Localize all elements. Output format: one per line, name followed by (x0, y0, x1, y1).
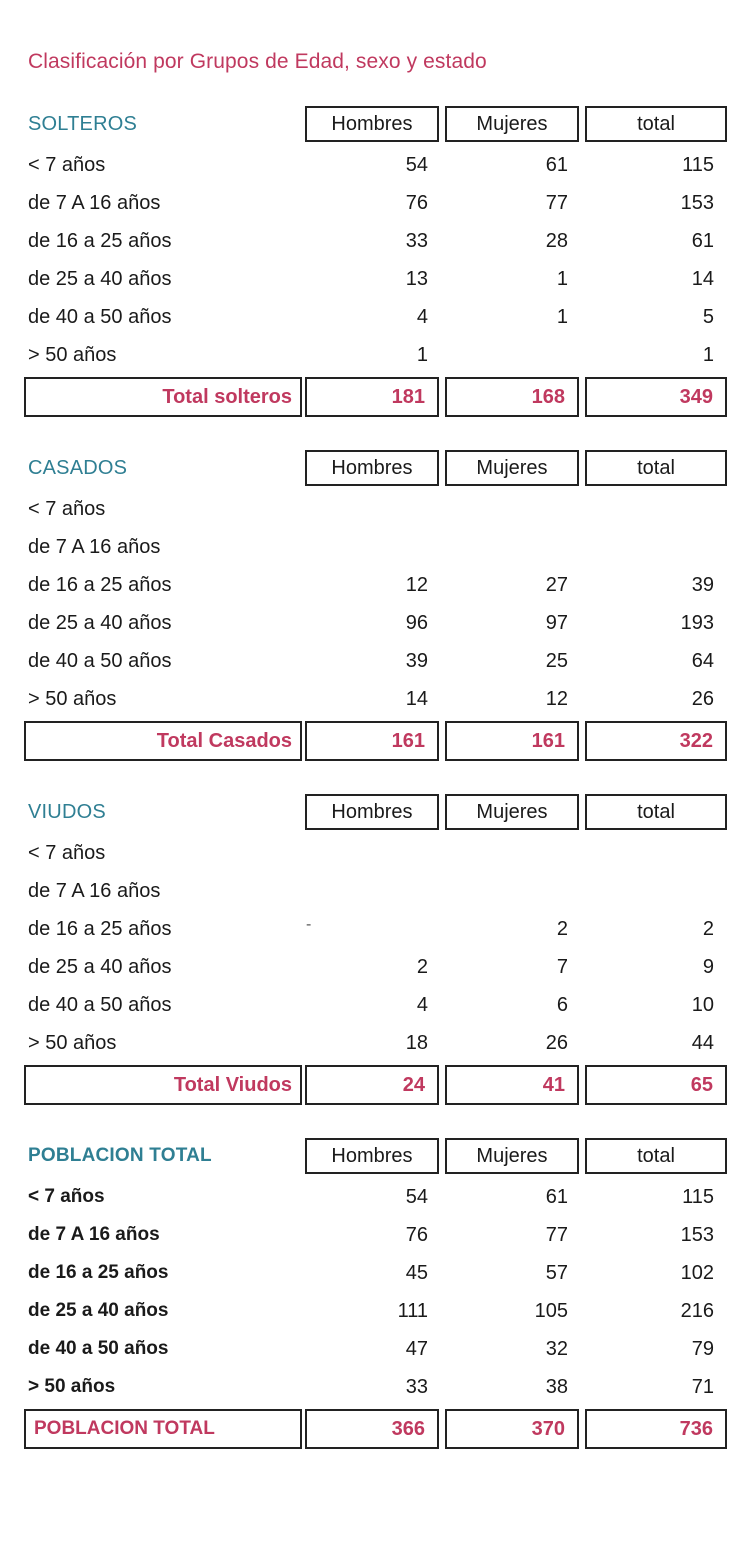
total-men: 181 (302, 377, 442, 417)
row-label: de 7 A 16 años (28, 1224, 160, 1245)
cell-women: 2 (556, 917, 568, 940)
cell-men: 12 (405, 573, 428, 596)
total-women: 168 (442, 377, 582, 417)
row-label: de 25 a 40 años (28, 955, 172, 978)
table-row (24, 1024, 724, 1062)
column-header-women: Mujeres (442, 450, 582, 486)
total-men: 366 (302, 1409, 442, 1449)
cell-total: 26 (691, 687, 714, 710)
section-title-poblacion-total: POBLACION TOTAL (28, 1145, 212, 1166)
table-row (24, 1330, 724, 1368)
cell-men: 76 (405, 191, 428, 214)
row-label: de 16 a 25 años (28, 1262, 169, 1283)
table-total-row (24, 374, 724, 420)
table-total-row (24, 718, 724, 764)
table-row (24, 1216, 724, 1254)
cell-total: 5 (702, 305, 714, 328)
row-label: > 50 años (28, 343, 117, 366)
cell-total: 44 (691, 1031, 714, 1054)
cell-women: 12 (545, 687, 568, 710)
table-row (24, 184, 724, 222)
row-label: < 7 años (28, 841, 106, 864)
cell-total: 2 (702, 917, 714, 940)
total-label: Total solteros (24, 377, 302, 417)
row-label: < 7 años (28, 1186, 105, 1207)
total-women: 41 (442, 1065, 582, 1105)
column-header-total: total (582, 1138, 730, 1174)
total-women: 370 (442, 1409, 582, 1449)
column-header-total: total (582, 794, 730, 830)
row-label: de 25 a 40 años (28, 611, 172, 634)
column-header-women: Mujeres (442, 794, 582, 830)
row-label: de 25 a 40 años (28, 267, 172, 290)
total-overall: 65 (582, 1065, 730, 1105)
cell-men: 13 (405, 267, 428, 290)
row-label: de 16 a 25 años (28, 229, 172, 252)
row-label: de 25 a 40 años (28, 1300, 169, 1321)
cell-women: 7 (556, 955, 568, 978)
total-overall: 322 (582, 721, 730, 761)
cell-total: 9 (702, 955, 714, 978)
cell-men: 33 (405, 1375, 428, 1398)
table-total-row (24, 1406, 724, 1452)
table-header-row (24, 790, 724, 834)
cell-women: 25 (545, 649, 568, 672)
total-label: Total Casados (24, 721, 302, 761)
total-overall: 349 (582, 377, 730, 417)
table-section-viudos (24, 790, 724, 1108)
cell-women: 57 (545, 1261, 568, 1284)
cell-women: 61 (545, 153, 568, 176)
table-row (24, 528, 724, 566)
table-row (24, 336, 724, 374)
cell-total: 193 (680, 611, 714, 634)
section-title-casados: CASADOS (28, 456, 128, 479)
cell-total: 79 (691, 1337, 714, 1360)
column-header-total: total (582, 450, 730, 486)
table-row (24, 1254, 724, 1292)
cell-total: 10 (691, 993, 714, 1016)
section-title-viudos: VIUDOS (28, 800, 106, 823)
cell-total: 14 (691, 267, 714, 290)
cell-men: 47 (405, 1337, 428, 1360)
table-row (24, 1292, 724, 1330)
column-header-men: Hombres (302, 1138, 442, 1174)
cell-total: 153 (680, 191, 714, 214)
table-header-row (24, 446, 724, 490)
cell-men: 4 (416, 993, 428, 1016)
row-label: de 7 A 16 años (28, 191, 161, 214)
cell-total: 216 (680, 1299, 714, 1322)
total-men: 161 (302, 721, 442, 761)
cell-men: 45 (405, 1261, 428, 1284)
stray-mark: - (306, 916, 312, 933)
table-row (24, 566, 724, 604)
column-header-men: Hombres (302, 106, 442, 142)
cell-women: 27 (545, 573, 568, 596)
table-row (24, 1368, 724, 1406)
column-header-total: total (582, 106, 730, 142)
cell-women: 38 (545, 1375, 568, 1398)
row-label: de 16 a 25 años (28, 917, 172, 940)
column-header-women: Mujeres (442, 1138, 582, 1174)
cell-total: 115 (682, 153, 714, 176)
cell-men: 76 (405, 1223, 428, 1246)
table-header-row (24, 1134, 724, 1178)
cell-total: 1 (702, 343, 714, 366)
cell-women: 6 (556, 993, 568, 1016)
table-row (24, 642, 724, 680)
cell-women: 77 (545, 191, 568, 214)
table-row (24, 872, 724, 910)
cell-women: 26 (545, 1031, 568, 1054)
total-overall: 736 (582, 1409, 730, 1449)
cell-women: 61 (545, 1185, 568, 1208)
row-label: de 40 a 50 años (28, 649, 172, 672)
total-label: Total Viudos (24, 1065, 302, 1105)
cell-men: 111 (397, 1299, 428, 1322)
cell-men: 1 (416, 343, 428, 366)
table-row (24, 680, 724, 718)
cell-total: 61 (691, 229, 714, 252)
table-row (24, 1178, 724, 1216)
cell-total: 102 (680, 1261, 714, 1284)
table-row (24, 604, 724, 642)
row-label: < 7 años (28, 497, 106, 520)
table-row (24, 298, 724, 336)
table-total-row (24, 1062, 724, 1108)
cell-women: 77 (545, 1223, 568, 1246)
row-label: de 40 a 50 años (28, 993, 172, 1016)
cell-total: 64 (691, 649, 714, 672)
table-row (24, 910, 724, 948)
cell-men: 54 (405, 1185, 428, 1208)
table-row (24, 948, 724, 986)
table-row (24, 146, 724, 184)
cell-women: 1 (556, 267, 568, 290)
cell-men: 4 (416, 305, 428, 328)
cell-men: 96 (405, 611, 428, 634)
page-title: Clasificación por Grupos de Edad, sexo y estado (28, 50, 487, 73)
total-women: 161 (442, 721, 582, 761)
row-label: de 16 a 25 años (28, 573, 172, 596)
cell-women: 28 (545, 229, 568, 252)
table-section-solteros (24, 102, 724, 420)
row-label: > 50 años (28, 687, 117, 710)
table-header-row (24, 102, 724, 146)
table-row (24, 222, 724, 260)
table-row (24, 986, 724, 1024)
cell-women: 97 (545, 611, 568, 634)
row-label: de 7 A 16 años (28, 535, 161, 558)
total-label: POBLACION TOTAL (24, 1409, 302, 1449)
cell-total: 153 (680, 1223, 714, 1246)
row-label: > 50 años (28, 1031, 117, 1054)
table-section-casados (24, 446, 724, 764)
column-header-men: Hombres (302, 794, 442, 830)
section-title-solteros: SOLTEROS (28, 112, 138, 135)
cell-men: 18 (405, 1031, 428, 1054)
cell-men: 39 (405, 649, 428, 672)
column-header-men: Hombres (302, 450, 442, 486)
table-row (24, 834, 724, 872)
cell-women: 32 (545, 1337, 568, 1360)
cell-total: 71 (691, 1375, 714, 1398)
total-men: 24 (302, 1065, 442, 1105)
cell-total: 39 (691, 573, 714, 596)
cell-men: 14 (405, 687, 428, 710)
table-row (24, 260, 724, 298)
cell-total: 115 (682, 1185, 714, 1208)
cell-men: 2 (416, 955, 428, 978)
row-label: de 40 a 50 años (28, 1338, 169, 1359)
cell-women: 1 (556, 305, 568, 328)
cell-women: 105 (534, 1299, 568, 1322)
row-label: de 7 A 16 años (28, 879, 161, 902)
cell-men: 54 (405, 153, 428, 176)
row-label: > 50 años (28, 1376, 116, 1397)
row-label: < 7 años (28, 153, 106, 176)
column-header-women: Mujeres (442, 106, 582, 142)
cell-men: 33 (405, 229, 428, 252)
table-row (24, 490, 724, 528)
table-section-poblacion-total (24, 1134, 724, 1452)
row-label: de 40 a 50 años (28, 305, 172, 328)
